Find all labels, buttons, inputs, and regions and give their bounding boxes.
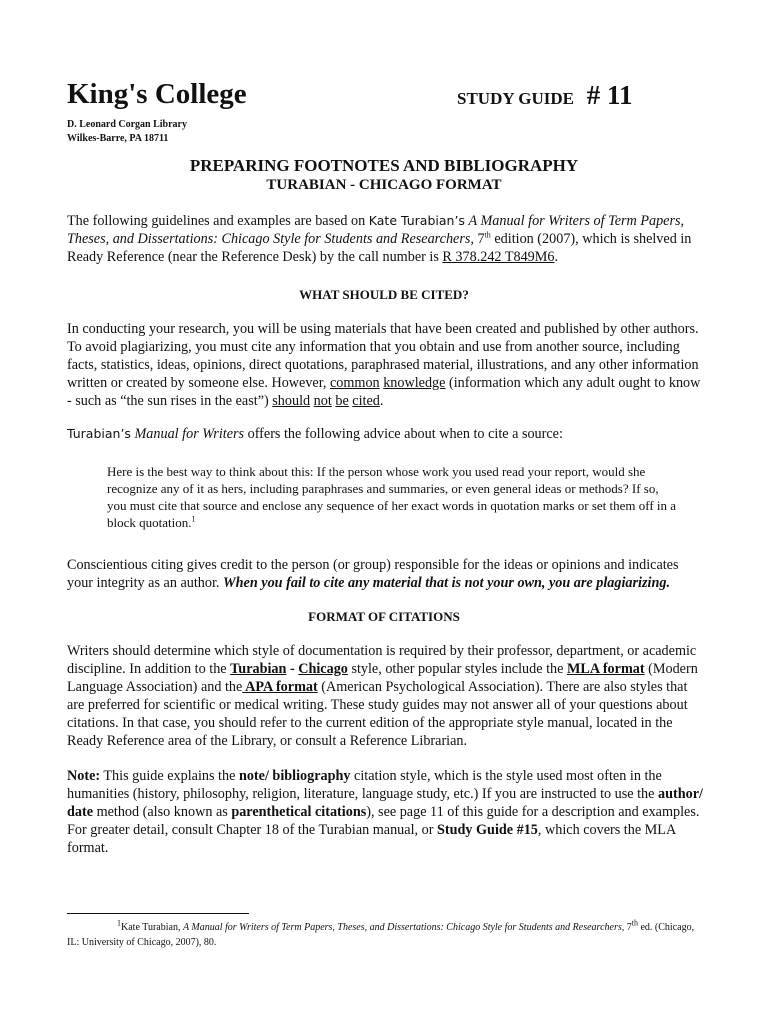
note-text-5: , which covers the MLA format. xyxy=(67,822,676,856)
quote-footnote-ref: 1 xyxy=(191,514,196,524)
section-heading-format: FORMAT OF CITATIONS xyxy=(308,609,460,624)
note-bibliography: note/ bibliography xyxy=(238,768,351,784)
note-text-4: ), see page 11 of this guide for a description and examples. For greater detail, consult Chapter 18 of the Turabian manual, or xyxy=(67,804,700,838)
note-paragraph xyxy=(67,767,707,857)
cited-word-be: be xyxy=(335,393,349,409)
footnote-edition-sup: th xyxy=(631,918,638,928)
format-text-4: (American Psychological Association). There are also styles that are preferred for scientific or medical writing. These study guides may not answer all of your questions about citations. In that case, you should refer to the current edition of the appropriate style manual, located in the Ready Reference area of the Library, or consult a Reference Librarian. xyxy=(67,679,688,749)
intro-book-title: A Manual for Writers of Term Papers, Theses, and Dissertations: Chicago Style for Students and Researchers, xyxy=(67,213,685,247)
note-text-3: method (also known as xyxy=(93,804,232,820)
block-quotation xyxy=(107,463,677,531)
plagiarism-warning: When you fail to cite any material that is not your own, you are plagiarizing. xyxy=(223,575,670,591)
note-text-2: citation style, which is the style used most often in the humanities (history, philosophy, religion, literature, language study, etc.) If you are instructed to use the xyxy=(67,768,662,802)
format-text-1: Writers should determine which style of documentation is required by their professor, department, or academic discipline. In addition to the xyxy=(67,643,697,677)
intro-edition: 7 xyxy=(473,231,485,247)
advice-text: offers the following advice about when to cite a source: xyxy=(244,426,563,442)
format-dash: - xyxy=(286,661,299,677)
library-name: D. Leonard Corgan Library xyxy=(67,119,187,130)
note-author-date: author/ date xyxy=(67,786,703,820)
format-chicago: Chicago xyxy=(298,661,348,677)
intro-edition-sup: th xyxy=(484,230,491,240)
footnote-edition: 7 xyxy=(626,922,632,933)
footnote-title: A Manual for Writers of Term Papers, Theses, and Dissertations: Chicago Style for Students and Researchers, xyxy=(182,922,625,933)
study-guide-label xyxy=(457,80,633,111)
format-turabian: Turabian xyxy=(230,661,287,677)
footnote xyxy=(67,920,707,950)
intro-text: The following guidelines and examples are based on xyxy=(67,213,369,229)
page-subtitle: TURABIAN - CHICAGO FORMAT xyxy=(266,177,502,193)
intro-paragraph xyxy=(67,212,707,266)
study-guide-number: # 11 xyxy=(586,80,633,110)
cited-word-common: common xyxy=(329,375,380,391)
cited-word-cited: cited xyxy=(352,393,380,409)
study-guide-text: STUDY GUIDE xyxy=(457,89,574,108)
note-text-1: This guide explains the xyxy=(100,768,239,784)
advice-paragraph xyxy=(67,425,707,443)
quote-text: Here is the best way to think about this: If the person whose work you used read your report, would she recognize any of it as hers, including paraphrases and summaries, or even general ideas or methods? If so, you must cite that source and enclose any sequence of her exact words in quotation marks or set them off in a block quotation. xyxy=(107,464,677,530)
college-name: King's College xyxy=(67,78,247,110)
cited-word-knowledge: knowledge xyxy=(383,375,446,391)
footnote-publisher: ed. (Chicago, IL: University of Chicago, 2007), 80. xyxy=(67,922,695,948)
page-title: PREPARING FOOTNOTES AND BIBLIOGRAPHY xyxy=(189,156,579,175)
footnote-number: 1 xyxy=(117,918,121,928)
cited-paragraph xyxy=(67,320,707,410)
format-text-2: style, other popular styles include the xyxy=(347,661,567,677)
note-label: Note: xyxy=(67,768,101,784)
conscientious-paragraph xyxy=(67,556,707,592)
library-city: Wilkes-Barre, PA 18711 xyxy=(67,133,169,144)
header xyxy=(67,78,707,148)
advice-author: Turabian’s xyxy=(67,426,131,441)
intro-shelf-text: edition (2007), which is shelved in Ready Reference (near the Reference Desk) by the call number is xyxy=(67,231,692,265)
cited-word-not: not xyxy=(313,393,332,409)
cited-word-should: should xyxy=(272,393,311,409)
intro-author: Kate Turabian’s xyxy=(368,213,465,228)
footnote-author: Kate Turabian, xyxy=(121,922,183,933)
call-number: R 378.242 T849M6 xyxy=(442,249,555,265)
cited-text-1: In conducting your research, you will be using materials that have been created and published by other authors. To avoid plagiarizing, you must cite any information that you obtain and use from another source, including facts, statistics, ideas, opinions, direct quotations, paraphrased material, illustrations, and any other information written or created by someone else. However, xyxy=(67,321,699,391)
note-study-guide-15: Study Guide #15 xyxy=(436,822,538,838)
library-address xyxy=(67,118,187,146)
format-paragraph xyxy=(67,642,707,750)
note-parenthetical: parenthetical citations xyxy=(231,804,367,820)
section-heading-cited: WHAT SHOULD BE CITED? xyxy=(299,287,469,302)
intro-end: . xyxy=(554,249,559,265)
advice-book: Manual for Writers xyxy=(134,426,245,442)
conscientious-text: Conscientious citing gives credit to the person (or group) responsible for the ideas or opinions and indicates your integrity as an author. xyxy=(67,557,679,591)
footnote-divider xyxy=(67,913,249,914)
format-apa: APA format xyxy=(242,679,318,695)
format-mla: MLA format xyxy=(566,661,645,677)
format-text-3: (Modern Language Association) and the xyxy=(67,661,698,695)
cited-text-2: (information which any adult ought to know - such as “the sun rises in the east”) xyxy=(67,375,701,409)
cited-text-3: . xyxy=(379,393,384,409)
